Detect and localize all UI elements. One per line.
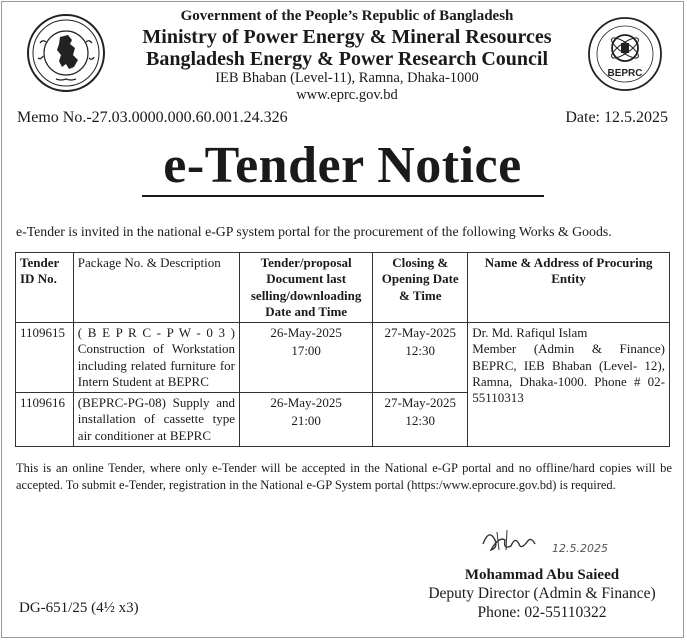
header-package: Package No. & Description [73,253,239,323]
tender-table [15,252,670,447]
intro-text: e-Tender is invited in the national e-GP system portal for the procurement of the following Works & Goods. [16,224,612,239]
header-closing-date: Closing & Opening Date & Time [373,253,468,323]
package-cell: (BEPRC-PG-08) Supply and installation of cassette type air conditioner at BEPRC [73,393,239,447]
selling-time: 17:00 [291,343,321,359]
tender-id-cell: 1109615 [16,323,74,393]
council-heading: Bangladesh Energy & Power Research Council [145,48,549,70]
selling-datetime-cell [240,323,373,393]
tender-id-cell: 1109616 [16,393,74,447]
table-header-row [16,253,670,323]
selling-datetime-cell [240,393,373,447]
dg-number: DG-651/25 (4½ x3) [19,600,139,616]
beprc-logo-text: BEPRC [607,68,643,79]
notice-date: Date: 12.5.2025 [565,109,668,126]
selling-date: 26-May-2025 [270,395,342,410]
closing-date: 27-May-2025 [384,325,456,340]
selling-time: 21:00 [291,413,321,429]
header-procuring-entity: Name & Address of Procuring Entity [468,253,670,323]
online-tender-footnote: This is an online Tender, where only e-Tender will be accepted in the National e-GP portal and no offline/hard copies will be accepted. To submit e-Tender, registration in the National e-GP System portal (https:/www.eprocure.gov.bd) is required. [16,461,672,492]
government-seal-logo [26,13,106,93]
entity-address: Member (Admin & Finance) BEPRC, IEB Bhaban (Level- 12), Ramna, Dhaka-1000. Phone # 02-55110313 [472,341,665,405]
ministry-heading: Ministry of Power Energy & Mineral Resources [142,26,552,48]
table-row [16,323,670,393]
notice-title: e-Tender Notice [163,137,522,194]
closing-date: 27-May-2025 [384,395,456,410]
signature-date: 12.5.2025 [552,542,608,555]
title-underline [142,195,544,197]
tender-notice-page [1,1,684,638]
header-tender-id: Tender ID No. [16,253,74,323]
selling-date: 26-May-2025 [270,325,342,340]
entity-name: Dr. Md. Rafiqul Islam [472,325,588,340]
package-cell: ( B E P R C - P W - 0 3 ) Construction of Workstation including related furniture for Intern Student at BEPRC [73,323,239,393]
office-address: IEB Bhaban (Level-11), Ramna, Dhaka-1000 [215,70,479,86]
beprc-logo [587,16,663,92]
closing-time: 12:30 [405,343,436,359]
signatory-name: Mohammad Abu Saieed [464,567,620,583]
signatory-designation: Deputy Director (Admin & Finance) [428,585,656,602]
website-link[interactable]: www.eprc.gov.bd [296,87,398,103]
handwritten-signature [477,524,547,556]
memo-number: Memo No.-27.03.0000.000.60.001.24.326 [17,109,288,126]
procuring-entity-cell [468,323,670,447]
header-selling-date: Tender/proposal Document last selling/downloading Date and Time [240,253,373,323]
closing-time: 12:30 [405,413,436,429]
closing-datetime-cell [373,393,468,447]
closing-datetime-cell [373,323,468,393]
government-heading: Government of the People’s Republic of Bangladesh [180,8,514,24]
signatory-phone: Phone: 02-55110322 [477,604,607,621]
